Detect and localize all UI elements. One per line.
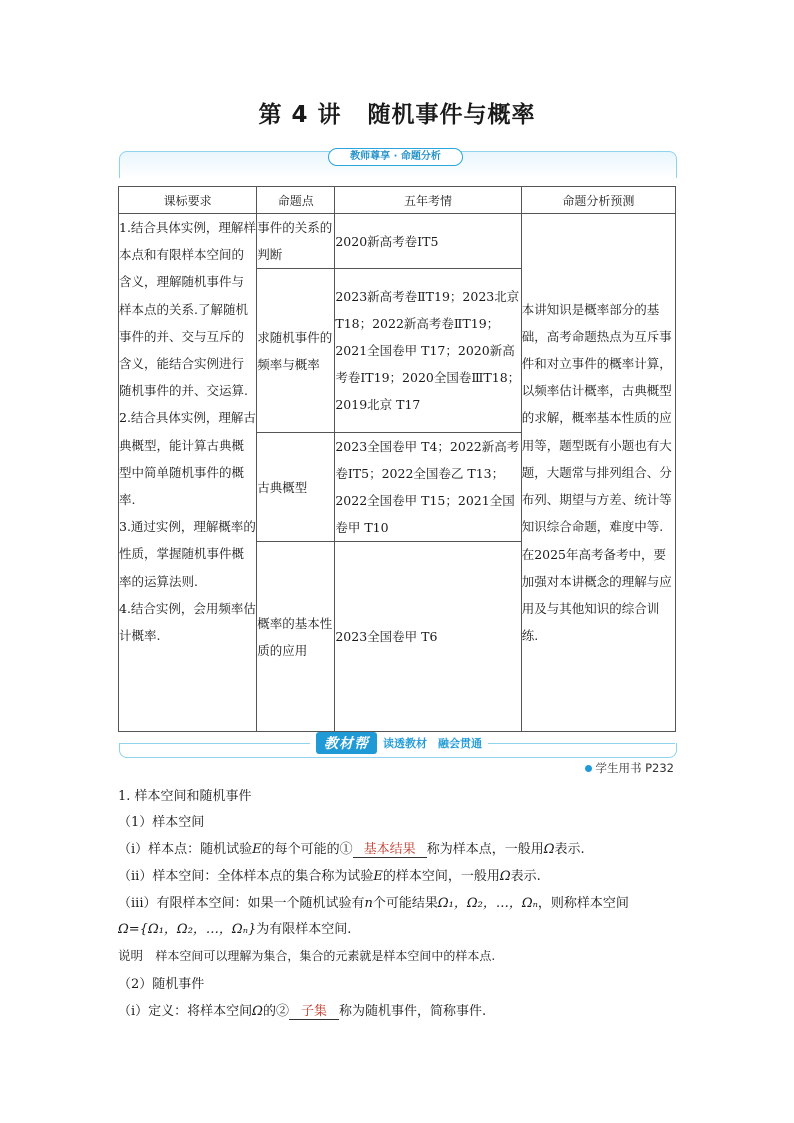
text: 称为样本点，一般用 [426, 842, 544, 857]
note-text: 样本空间可以理解为集合，集合的元素就是样本空间中的样本点. [155, 949, 496, 963]
text: （ii）样本空间：全体样本点的集合称为试验 [118, 869, 374, 884]
point-name: 事件的关系的判断 [257, 214, 335, 269]
definition-finite-space [118, 892, 629, 911]
standard-item: 4.结合实例，会用频率估计概率. [119, 600, 256, 644]
table-header: 五年考情 [335, 187, 521, 214]
text: 表示. [510, 869, 541, 884]
blank-answer: 基本结果 [353, 838, 427, 858]
table-header: 命题分析预测 [521, 187, 675, 214]
point-exams: 2023全国卷甲 T4；2022新高考卷ⅠT5；2022全国卷乙 T13；2022全国卷甲 T15；2021全国卷甲 T10 [335, 433, 521, 542]
definition-random-event [118, 1000, 486, 1020]
standards-cell [119, 214, 257, 732]
symbol-omega: Ω [543, 842, 555, 857]
definition-finite-space-cont [118, 918, 351, 937]
text: （iii）有限样本空间：如果一个随机试验有 [118, 896, 365, 911]
symbol-n: n [364, 896, 373, 911]
lecture-number: 第 4 讲 [258, 102, 342, 128]
teacher-banner-label: 教师尊享 · 命题分析 [328, 148, 463, 166]
text: 个可能结果 [372, 896, 438, 911]
point-exams: 2020新高考卷ⅠT5 [335, 214, 521, 269]
text: （i）定义：将样本空间 [118, 1004, 253, 1019]
omega-set: Ω={Ω₁，Ω₂，…，Ωₙ} [118, 922, 257, 937]
text: 表示. [554, 842, 585, 857]
standard-item: 1.结合具体实例，理解样本点和有限样本空间的含义，理解随机事件与样本点的关系.了解随机事件的并、交与互斥的含义，能结合实例进行随机事件的并、交运算. [119, 220, 256, 399]
definition-sample-point [118, 838, 585, 858]
page-title [0, 96, 794, 129]
analysis-cell: 本讲知识是概率部分的基础，高考命题热点为互斥事件和对立事件的概率计算，以频率估计概率，古典概型的求解，概率基本性质的应用等，题型既有小题也有大题，大题常与排列组合、分布列、期望与方差、统计等知识综合命题，难度中等.在2025年高考备考中，要加强对本讲概念的理解与应用及与其他知识的综合训练. [521, 214, 675, 732]
section-heading: 1. 样本空间和随机事件 [118, 789, 252, 804]
point-exams: 2023全国卷甲 T6 [335, 542, 521, 732]
lecture-topic: 随机事件与概率 [367, 102, 536, 128]
table-header-row [119, 187, 676, 214]
point-name: 古典概型 [257, 433, 335, 542]
text: ，则称样本空间 [537, 896, 629, 911]
symbol-omega: Ω [252, 1004, 263, 1019]
outcome-list: Ω₁，Ω₂，…，Ωₙ [437, 896, 538, 911]
text: 的样本空间，一般用 [382, 869, 500, 884]
blank-answer: 子集 [289, 1000, 339, 1020]
text: 为有限样本空间. [256, 922, 352, 937]
textbook-subtitle: 读透教材 融会贯通 [383, 737, 482, 750]
subsection-heading: （2）随机事件 [118, 977, 205, 992]
student-book-ref [585, 760, 674, 776]
note-label: 说明 [118, 948, 144, 963]
text: 的② [262, 1004, 289, 1019]
point-exams: 2023新高考卷ⅡT19；2023北京 T18；2022新高考卷ⅡT19；2021全国卷甲 T17；2020新高考卷ⅠT19；2020全国卷ⅢT18；2019北京 T17 [335, 269, 521, 433]
student-book-ref-text: 学生用书 P232 [595, 761, 674, 775]
table-header: 课标要求 [119, 187, 257, 214]
symbol-omega: Ω [499, 869, 511, 884]
bullet-icon [585, 765, 592, 772]
text: 称为随机事件，简称事件. [338, 1004, 487, 1019]
point-name: 概率的基本性质的应用 [257, 542, 335, 732]
symbol-e: E [252, 842, 262, 857]
text: （i）样本点：随机试验 [118, 842, 253, 857]
standard-item: 3.通过实例，理解概率的性质，掌握随机事件概率的运算法则. [119, 519, 256, 589]
subsection-heading: （1）样本空间 [118, 815, 205, 830]
text: 的每个可能的① [261, 842, 353, 857]
table-header: 命题点 [257, 187, 335, 214]
textbook-badge: 教材帮 [316, 732, 377, 754]
standard-item: 2.结合具体实例，理解古典概型，能计算古典概型中简单随机事件的概率. [119, 410, 256, 508]
analysis-table [118, 186, 676, 732]
note [118, 946, 495, 964]
symbol-e: E [373, 869, 383, 884]
point-name: 求随机事件的频率与概率 [257, 269, 335, 433]
textbook-banner [310, 733, 488, 753]
table-row [119, 214, 676, 269]
definition-sample-space [118, 865, 541, 884]
